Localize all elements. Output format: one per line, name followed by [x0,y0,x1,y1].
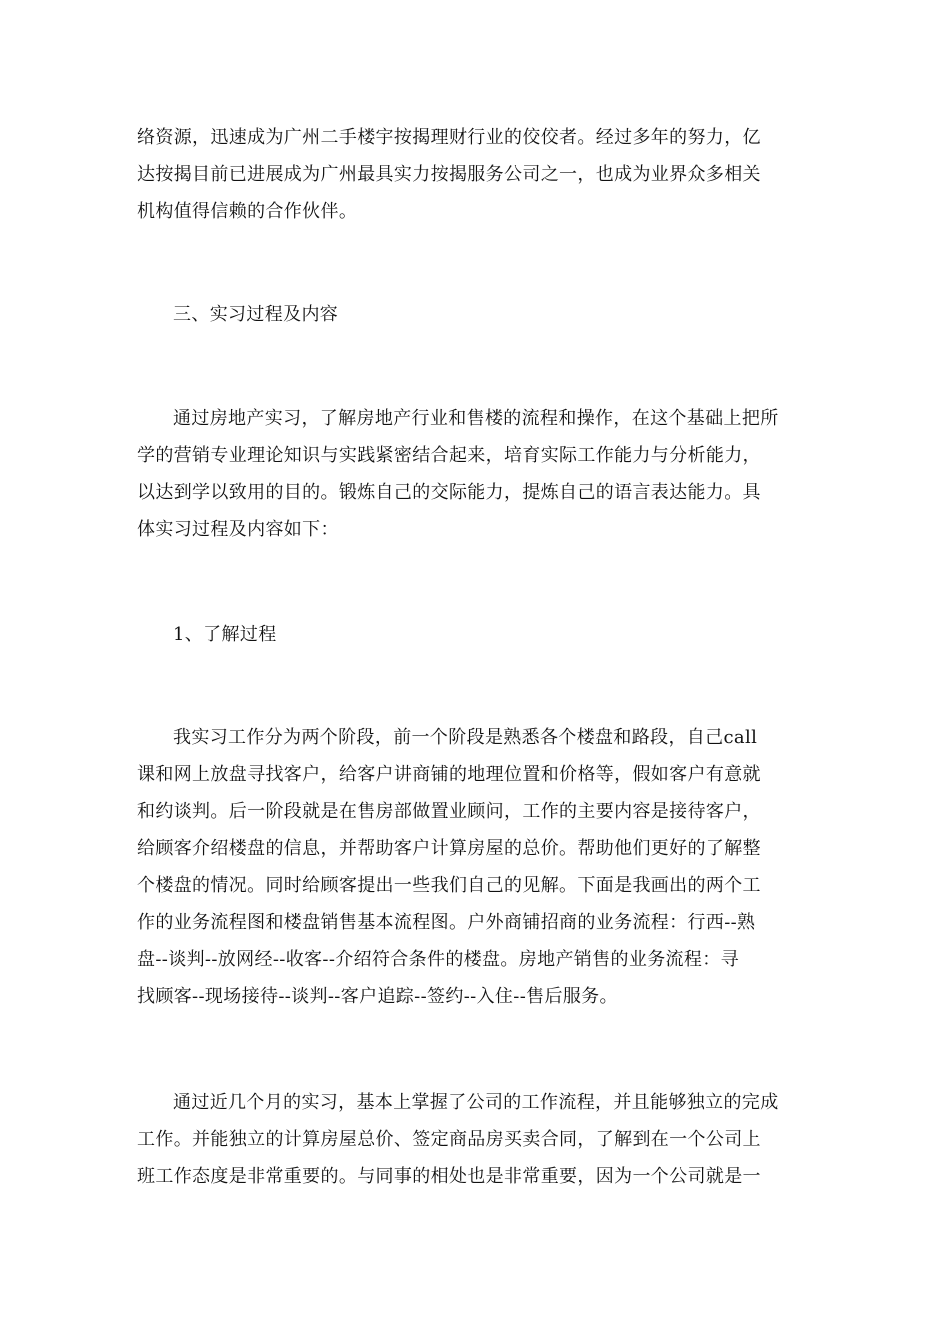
text-line: 个楼盘的情况。同时给顾客提出一些我们自己的见解。下面是我画出的两个工 [137,875,761,896]
text-line: 通过近几个月的实习，基本上掌握了公司的工作流程，并且能够独立的完成 [173,1092,779,1113]
text-line: 达按揭目前已进展成为广州最具实力按揭服务公司之一，也成为业界众多相关 [137,164,761,185]
text-line: 作的业务流程图和楼盘销售基本流程图。户外商铺招商的业务流程：行西--熟 [137,912,756,933]
text-line: 我实习工作分为两个阶段，前一个阶段是熟悉各个楼盘和路段，自己call [173,727,758,748]
text-line: 工作。并能独立的计算房屋总价、签定商品房买卖合同，了解到在一个公司上 [137,1129,761,1150]
heading-text: 三、实习过程及内容 [173,304,339,325]
text-line: 通过房地产实习，了解房地产行业和售楼的流程和操作，在这个基础上把所 [173,408,779,429]
text-line: 和约谈判。后一阶段就是在售房部做置业顾问，工作的主要内容是接待客户， [137,801,761,822]
text-line: 体实习过程及内容如下： [137,519,339,540]
text-line: 班工作态度是非常重要的。与同事的相处也是非常重要，因为一个公司就是一 [137,1166,761,1187]
text-line: 盘--谈判--放网经--收客--介绍符合条件的楼盘。房地产销售的业务流程：寻 [137,949,739,970]
text-line: 以达到学以致用的目的。锻炼自己的交际能力，提炼自己的语言表达能力。具 [137,482,761,503]
text-line: 给顾客介绍楼盘的信息，并帮助客户计算房屋的总价。帮助他们更好的了解整 [137,838,761,859]
text-line: 络资源，迅速成为广州二手楼宇按揭理财行业的佼佼者。经过多年的努力，亿 [137,127,761,148]
heading-text: 1、了解过程 [173,624,277,645]
text-line: 学的营销专业理论知识与实践紧密结合起来，培育实际工作能力与分析能力， [137,445,761,466]
text-line: 找顾客--现场接待--谈判--客户追踪--签约--入住--售后服务。 [137,986,618,1007]
text-line: 课和网上放盘寻找客户，给客户讲商铺的地理位置和价格等，假如客户有意就 [137,764,761,785]
text-line: 机构值得信赖的合作伙伴。 [137,201,358,222]
